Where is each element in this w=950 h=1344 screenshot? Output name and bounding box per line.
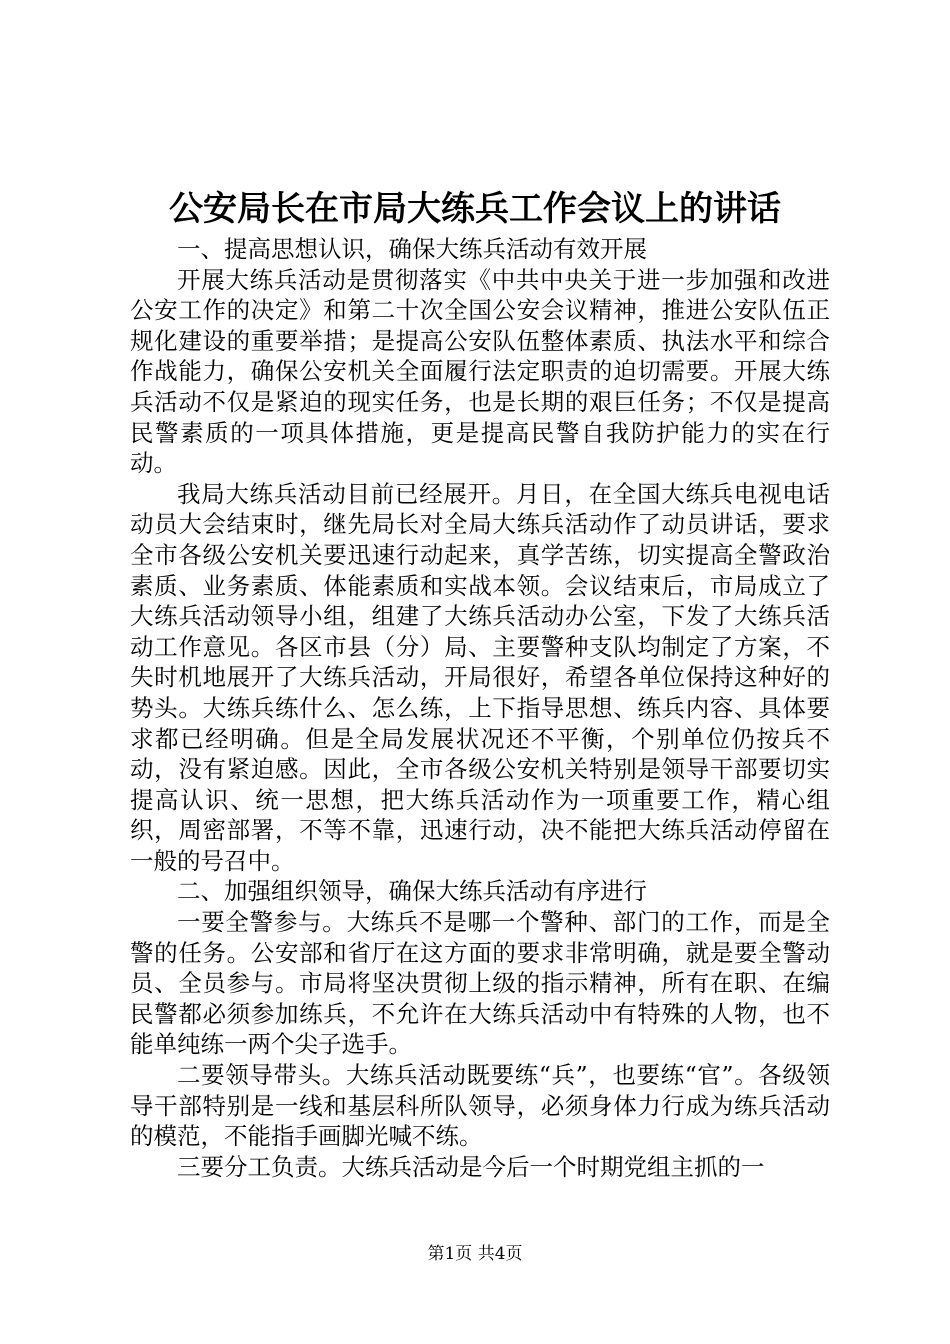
body-paragraph: 我局大练兵活动目前已经展开。月日，在全国大练兵电视电话动员大会结束时，继先局长对全局大练兵活动作了动员讲话，要求全市各级公安机关要迅速行动起来，真学苦练，切实提高全警政治素质、业务素质、体能素质和实战本领。会议结束后，市局成立了大练兵活动领导小组，组建了大练兵活动办公室，下发了大练兵活动工作意见。各区市县（分）局、主要警种支队均制定了方案，不失时机地展开了大练兵活动，开局很好，希望各单位保持这种好的势头。大练兵练什么、怎么练，上下指导思想、练兵内容、具体要求都已经明确。但是全局发展状况还不平衡，个别单位仍按兵不动，没有紧迫感。因此，全市各级公安机关特别是领导干部要切实提高认识、统一思想，把大练兵活动作为一项重要工作，精心组织，周密部署，不等不靠，迅速行动，决不能把大练兵活动停留在一般的号召中。 xyxy=(130,479,830,875)
document-title: 公安局长在市局大练兵工作会议上的讲话 xyxy=(169,189,781,229)
body-paragraph: 一要全警参与。大练兵不是哪一个警种、部门的工作，而是全警的任务。公安部和省厅在这方面的要求非常明确，就是要全警动员、全员参与。市局将坚决贯彻上级的指示精神，所有在职、在编民警都必须参加练兵，不允许在大练兵活动中有特殊的人物，也不能单纯练一两个尖子选手。 xyxy=(130,908,830,1059)
body-paragraph: 开展大练兵活动是贯彻落实《中共中央关于进一步加强和改进公安工作的决定》和第二十次全国公安会议精神，推进公安队伍正规化建设的重要举措；是提高公安队伍整体素质、执法水平和综合作战能力，确保公安机关全面履行法定职责的迫切需要。开展大练兵活动不仅是紧迫的现实任务，也是长期的艰巨任务；不仅是提高民警素质的一项具体措施，更是提高民警自我防护能力的实在行动。 xyxy=(130,265,830,478)
document-body xyxy=(130,234,830,1182)
body-paragraph: 二要领导带头。大练兵活动既要练“兵”，也要练“官”。各级领导干部特别是一线和基层科所队领导，必须身体力行成为练兵活动的模范，不能指手画脚光喊不练。 xyxy=(130,1061,830,1151)
body-paragraph: 三要分工负责。大练兵活动是今后一个时期党组主抓的一 xyxy=(177,1152,765,1181)
page-footer: 第1页 共4页 xyxy=(427,1244,523,1264)
section-heading-2: 二、加强组织领导，确保大练兵活动有序进行 xyxy=(177,877,647,906)
section-heading-1: 一、提高思想认识，确保大练兵活动有效开展 xyxy=(177,235,647,263)
